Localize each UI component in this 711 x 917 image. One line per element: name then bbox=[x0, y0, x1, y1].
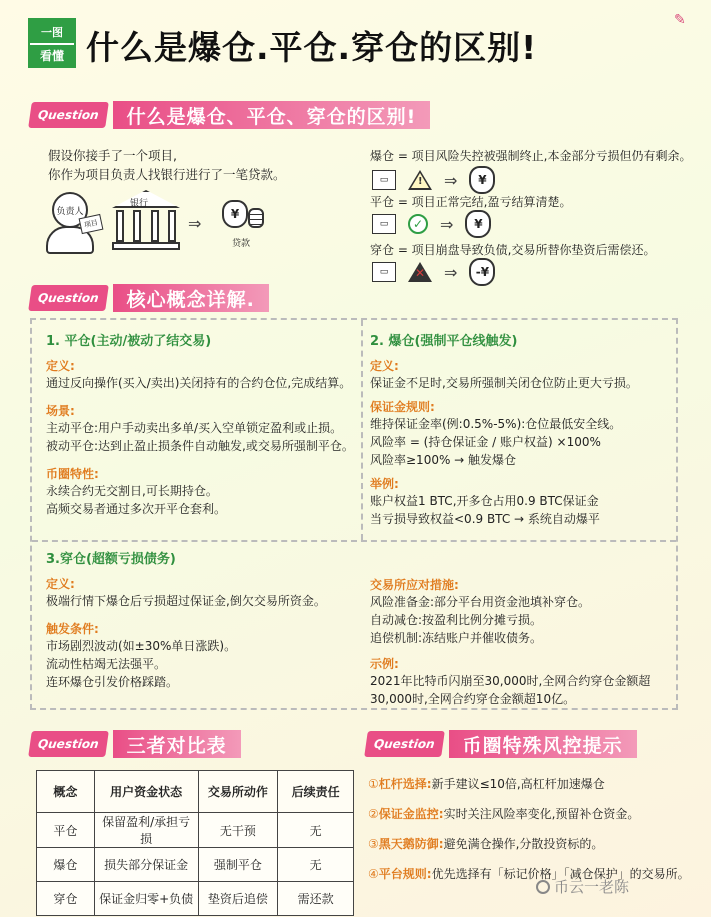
tip-number: ② bbox=[368, 807, 379, 821]
table-header-cell: 用户资金状态 bbox=[94, 771, 198, 813]
chuancang-resp-3: 追偿机制:冻结账户并催收债务。 bbox=[370, 631, 543, 645]
pingcang-block bbox=[46, 330, 354, 518]
chuancang-ex-label: 示例: bbox=[370, 657, 399, 671]
bank-base bbox=[112, 242, 180, 250]
arrow-icon: ⇒ bbox=[188, 214, 202, 233]
divider bbox=[32, 540, 676, 542]
page-title: 什么是爆仓.平仓.穿仓的区别! bbox=[86, 28, 538, 67]
table-cell: 保留盈利/承担亏损 bbox=[94, 813, 198, 848]
arrow-icon: ⇒ bbox=[444, 170, 458, 190]
watermark-text: 币云一老陈 bbox=[554, 878, 630, 896]
tip-text: 新手建议≤10倍,高杠杆加速爆仓 bbox=[431, 777, 605, 791]
money-bag-icon: ¥ bbox=[469, 166, 495, 194]
table-header-cell: 交易所动作 bbox=[198, 771, 278, 813]
table-cell: 强制平仓 bbox=[198, 848, 278, 882]
section2-tag: Question bbox=[28, 285, 108, 311]
section1-title: 什么是爆仓、平仓、穿仓的区别! bbox=[113, 101, 431, 129]
intro-line-2: 你作为项目负责人找银行进行了一笔贷款。 bbox=[48, 167, 286, 182]
coins-icon bbox=[248, 208, 264, 228]
section3-tag: Question bbox=[28, 731, 108, 757]
rule-chuancang-icons bbox=[372, 258, 495, 286]
table-row bbox=[37, 813, 354, 848]
chuancang-def: 极端行情下爆仓后亏损超过保证金,倒欠交易所资金。 bbox=[46, 594, 326, 608]
pingcang-feat-label: 币圈特性: bbox=[46, 467, 99, 481]
baocang-title: 2. 爆仓(强制平仓线触发) bbox=[370, 334, 518, 349]
baocang-def: 保证金不足时,交易所强制关闭仓位防止更大亏损。 bbox=[370, 376, 638, 390]
baocang-def-label: 定义: bbox=[370, 359, 399, 373]
arrow-icon: ⇒ bbox=[444, 262, 458, 282]
section4-header bbox=[366, 730, 637, 758]
table-header-cell: 概念 bbox=[37, 771, 95, 813]
baocang-ex-1: 账户权益1 BTC,开多仓占用0.9 BTC保证金 bbox=[370, 494, 599, 508]
table-cell: 垫资后追偿 bbox=[198, 882, 278, 916]
section2-title: 核心概念详解. bbox=[113, 284, 269, 312]
watermark bbox=[536, 876, 629, 897]
pingcang-title: 1. 平仓(主动/被动了结交易) bbox=[46, 334, 212, 349]
tip-number: ① bbox=[368, 777, 379, 791]
chuancang-cond-label: 触发条件: bbox=[46, 622, 99, 636]
check-icon: ✓ bbox=[408, 214, 428, 234]
rule-chuancang: 穿仓 = 项目崩盘导致负债,交易所替你垫资后需偿还。 bbox=[370, 243, 656, 257]
tip-number: ③ bbox=[368, 837, 379, 851]
table-cell: 平仓 bbox=[37, 813, 95, 848]
bank-columns bbox=[116, 210, 176, 242]
chuancang-response-block bbox=[370, 576, 650, 708]
tip-key: 保证金监控: bbox=[378, 807, 444, 821]
tip-item bbox=[368, 806, 639, 822]
section4-tag: Question bbox=[364, 731, 444, 757]
tip-key: 黑天鹅防御: bbox=[378, 837, 444, 851]
contract-icon: ▭ bbox=[372, 170, 396, 190]
pingcang-feat-2: 高频交易者通过多次开平仓套利。 bbox=[46, 502, 227, 516]
tip-text: 实时关注风险率变化,预留补仓资金。 bbox=[443, 807, 640, 821]
pingcang-def-label: 定义: bbox=[46, 359, 75, 373]
tip-number: ④ bbox=[368, 867, 379, 881]
pingcang-scene-2: 被动平仓:达到止盈止损条件自动触发,或交易所强制平仓。 bbox=[46, 439, 354, 453]
bank-label: 银行 bbox=[130, 199, 149, 209]
contract-icon: ▭ bbox=[372, 214, 396, 234]
table-cell: 无 bbox=[278, 848, 354, 882]
chuancang-ex-2: 30,000时,全网合约穿仓金额超10亿。 bbox=[370, 692, 576, 706]
arrow-icon: ⇒ bbox=[440, 214, 454, 234]
contract-icon: ▭ bbox=[372, 262, 396, 282]
person-label: 负责人 bbox=[52, 192, 88, 228]
table-cell: 保证金归零+负债 bbox=[94, 882, 198, 916]
tip-text: 避免满仓操作,分散投资标的。 bbox=[443, 837, 604, 851]
rule-pingcang: 平仓 = 项目正常完结,盈亏结算清楚。 bbox=[370, 195, 572, 209]
loan-label: 贷款 bbox=[232, 239, 251, 249]
rule-baocang-icons bbox=[372, 166, 495, 194]
divider bbox=[361, 320, 363, 540]
section3-header bbox=[30, 730, 241, 758]
pingcang-scene-label: 场景: bbox=[46, 404, 75, 418]
money-bag-negative-icon: -¥ bbox=[469, 258, 495, 286]
project-card-icon: 项目 bbox=[79, 214, 104, 234]
section1-header bbox=[30, 101, 430, 129]
table-row bbox=[37, 882, 354, 916]
chuancang-block bbox=[46, 548, 326, 691]
intro-text bbox=[48, 146, 286, 184]
baocang-ex-2: 当亏损导致权益<0.9 BTC → 系统自动爆平 bbox=[370, 512, 600, 526]
table-row bbox=[37, 848, 354, 882]
chuancang-cond-1: 市场剧烈波动(如±30%单日涨跌)。 bbox=[46, 639, 237, 653]
table-header-cell: 后续责任 bbox=[278, 771, 354, 813]
section3-title: 三者对比表 bbox=[113, 730, 241, 758]
baocang-ex-label: 举例: bbox=[370, 477, 399, 491]
chuancang-title: 3.穿仓(超额亏损债务) bbox=[46, 552, 176, 567]
chuancang-resp-1: 风险准备金:部分平台用资金池填补穿仓。 bbox=[370, 595, 591, 609]
wechat-icon bbox=[536, 880, 550, 894]
badge-bottom-text: 看懂 bbox=[30, 43, 74, 66]
money-bag-icon: ¥ bbox=[222, 200, 248, 228]
intro-line-1: 假设你接手了一个项目, bbox=[48, 148, 177, 163]
baocang-rule-3: 风险率≥100% → 触发爆仓 bbox=[370, 453, 517, 467]
table-cell: 穿仓 bbox=[37, 882, 95, 916]
table-cell: 爆仓 bbox=[37, 848, 95, 882]
tip-key: 杠杆选择: bbox=[378, 777, 432, 791]
pingcang-def: 通过反向操作(买入/卖出)关闭持有的合约仓位,完成结算。 bbox=[46, 376, 352, 390]
section4-title: 币圈特殊风控提示 bbox=[449, 730, 637, 758]
section2-header bbox=[30, 284, 269, 312]
tip-item bbox=[368, 776, 605, 792]
table-cell: 无 bbox=[278, 813, 354, 848]
chuancang-resp-label: 交易所应对措施: bbox=[370, 578, 459, 592]
table-cell: 需还款 bbox=[278, 882, 354, 916]
pingcang-scene-1: 主动平仓:用户手动卖出多单/买入空单锁定盈利或止损。 bbox=[46, 421, 343, 435]
tip-text: 优先选择有「标记价格」「减仓保护」的交易所。 bbox=[431, 867, 690, 881]
baocang-rule-1: 维持保证金率(例:0.5%-5%):仓位最低安全线。 bbox=[370, 417, 622, 431]
section1-tag: Question bbox=[28, 102, 108, 128]
tip-item bbox=[368, 866, 690, 882]
bank-icon bbox=[112, 190, 180, 252]
tip-key: 平台规则: bbox=[378, 867, 432, 881]
chuancang-resp-2: 自动减仓:按盈利比例分摊亏损。 bbox=[370, 613, 543, 627]
chuancang-def-label: 定义: bbox=[46, 577, 75, 591]
header-badge bbox=[28, 18, 76, 68]
badge-top-text: 一图 bbox=[30, 20, 74, 43]
baocang-rule-label: 保证金规则: bbox=[370, 400, 435, 414]
comparison-table bbox=[36, 770, 354, 916]
baocang-rule-2: 风险率 = (持仓保证金 / 账户权益) ×100% bbox=[370, 435, 601, 449]
chuancang-ex-1: 2021年比特币闪崩至30,000时,全网合约穿仓金额超 bbox=[370, 674, 651, 688]
rule-pingcang-icons bbox=[372, 210, 491, 238]
table-cell: 无干预 bbox=[198, 813, 278, 848]
baocang-block bbox=[370, 330, 638, 528]
table-cell: 损失部分保证金 bbox=[94, 848, 198, 882]
pingcang-feat-1: 永续合约无交割日,可长期持仓。 bbox=[46, 484, 218, 498]
rule-baocang: 爆仓 = 项目风险失控被强制终止,本金部分亏损但仍有剩余。 bbox=[370, 149, 692, 163]
chuancang-cond-3: 连环爆仓引发价格踩踏。 bbox=[46, 675, 179, 689]
money-bag-icon: ¥ bbox=[465, 210, 491, 238]
tip-item bbox=[368, 836, 603, 852]
sticker-icon: ✎ bbox=[674, 12, 686, 28]
cross-warning-icon: ✕ bbox=[408, 262, 432, 282]
chuancang-cond-2: 流动性枯竭无法强平。 bbox=[46, 657, 167, 671]
table-header-row bbox=[37, 771, 354, 813]
warning-icon: ! bbox=[408, 170, 432, 190]
